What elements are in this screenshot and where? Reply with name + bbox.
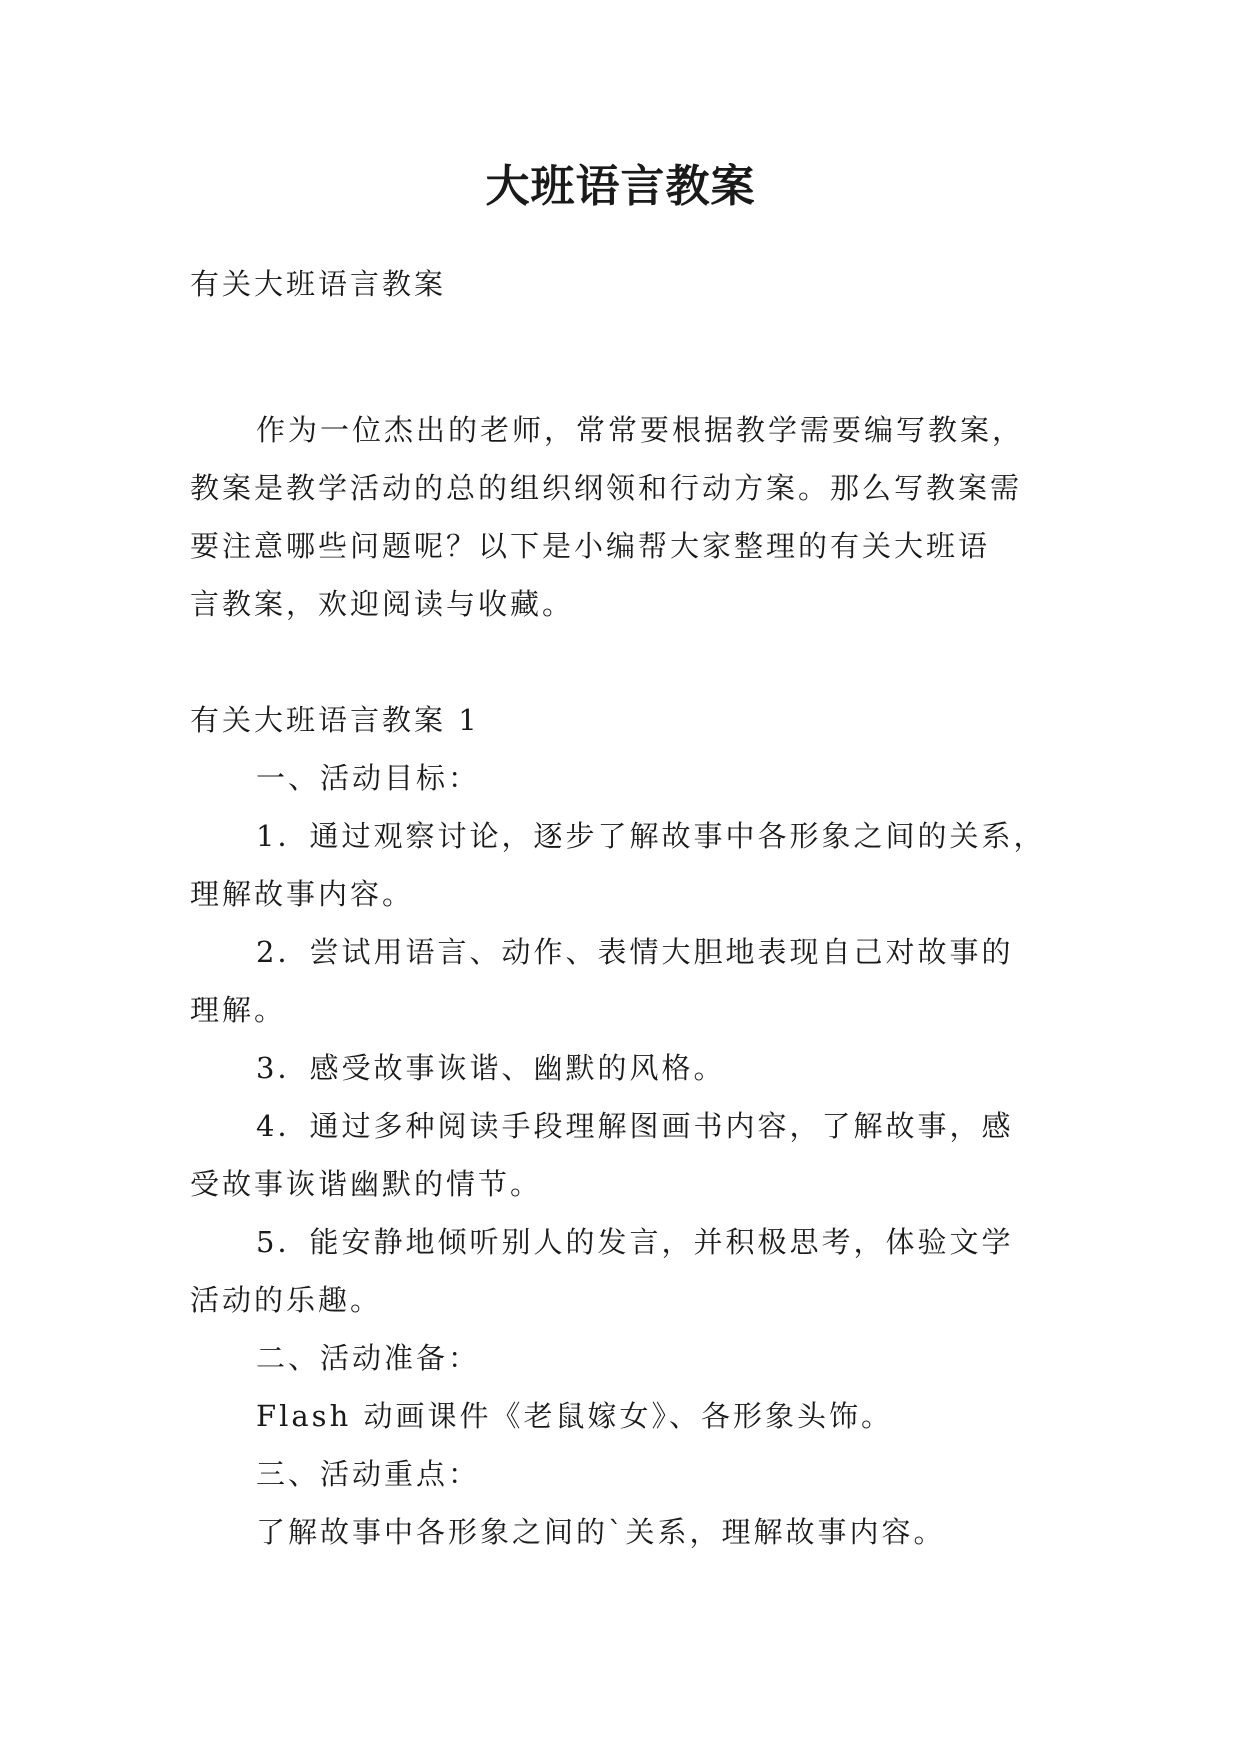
body-line: 5．能安静地倾听别人的发言，并积极思考，体验文学 [256,1225,1014,1259]
section-heading: 有关大班语言教案 1 [190,703,480,737]
document-subtitle: 有关大班语言教案 [190,267,447,301]
intro-line: 作为一位杰出的老师，常常要根据教学需要编写教案， [256,413,1025,447]
body-line: 4．通过多种阅读手段理解图画书内容，了解故事，感 [256,1109,1014,1143]
body-line: 3．感受故事诙谐、幽默的风格。 [256,1051,726,1085]
body-line: 理解故事内容。 [190,877,415,911]
body-line: 三、活动重点： [256,1457,481,1491]
page-title: 大班语言教案 [485,161,756,212]
intro-line: 教案是教学活动的总的组织纲领和行动方案。那么写教案需 [190,471,1023,505]
body-line: 1．通过观察讨论，逐步了解故事中各形象之间的关系， [256,819,1046,853]
intro-line: 要注意哪些问题呢？以下是小编帮大家整理的有关大班语 [190,529,991,563]
body-line: 二、活动准备： [256,1341,481,1375]
body-line: Flash 动画课件《老鼠嫁女》、各形象头饰。 [256,1399,893,1433]
body-line: 一、活动目标： [256,761,481,795]
body-line: 理解。 [190,993,287,1027]
body-line: 了解故事中各形象之间的`关系，理解故事内容。 [256,1515,946,1549]
body-line: 受故事诙谐幽默的情节。 [190,1167,543,1201]
body-line: 活动的乐趣。 [190,1283,383,1317]
body-line: 2．尝试用语言、动作、表情大胆地表现自己对故事的 [256,935,1014,969]
intro-line: 言教案，欢迎阅读与收藏。 [190,587,575,621]
